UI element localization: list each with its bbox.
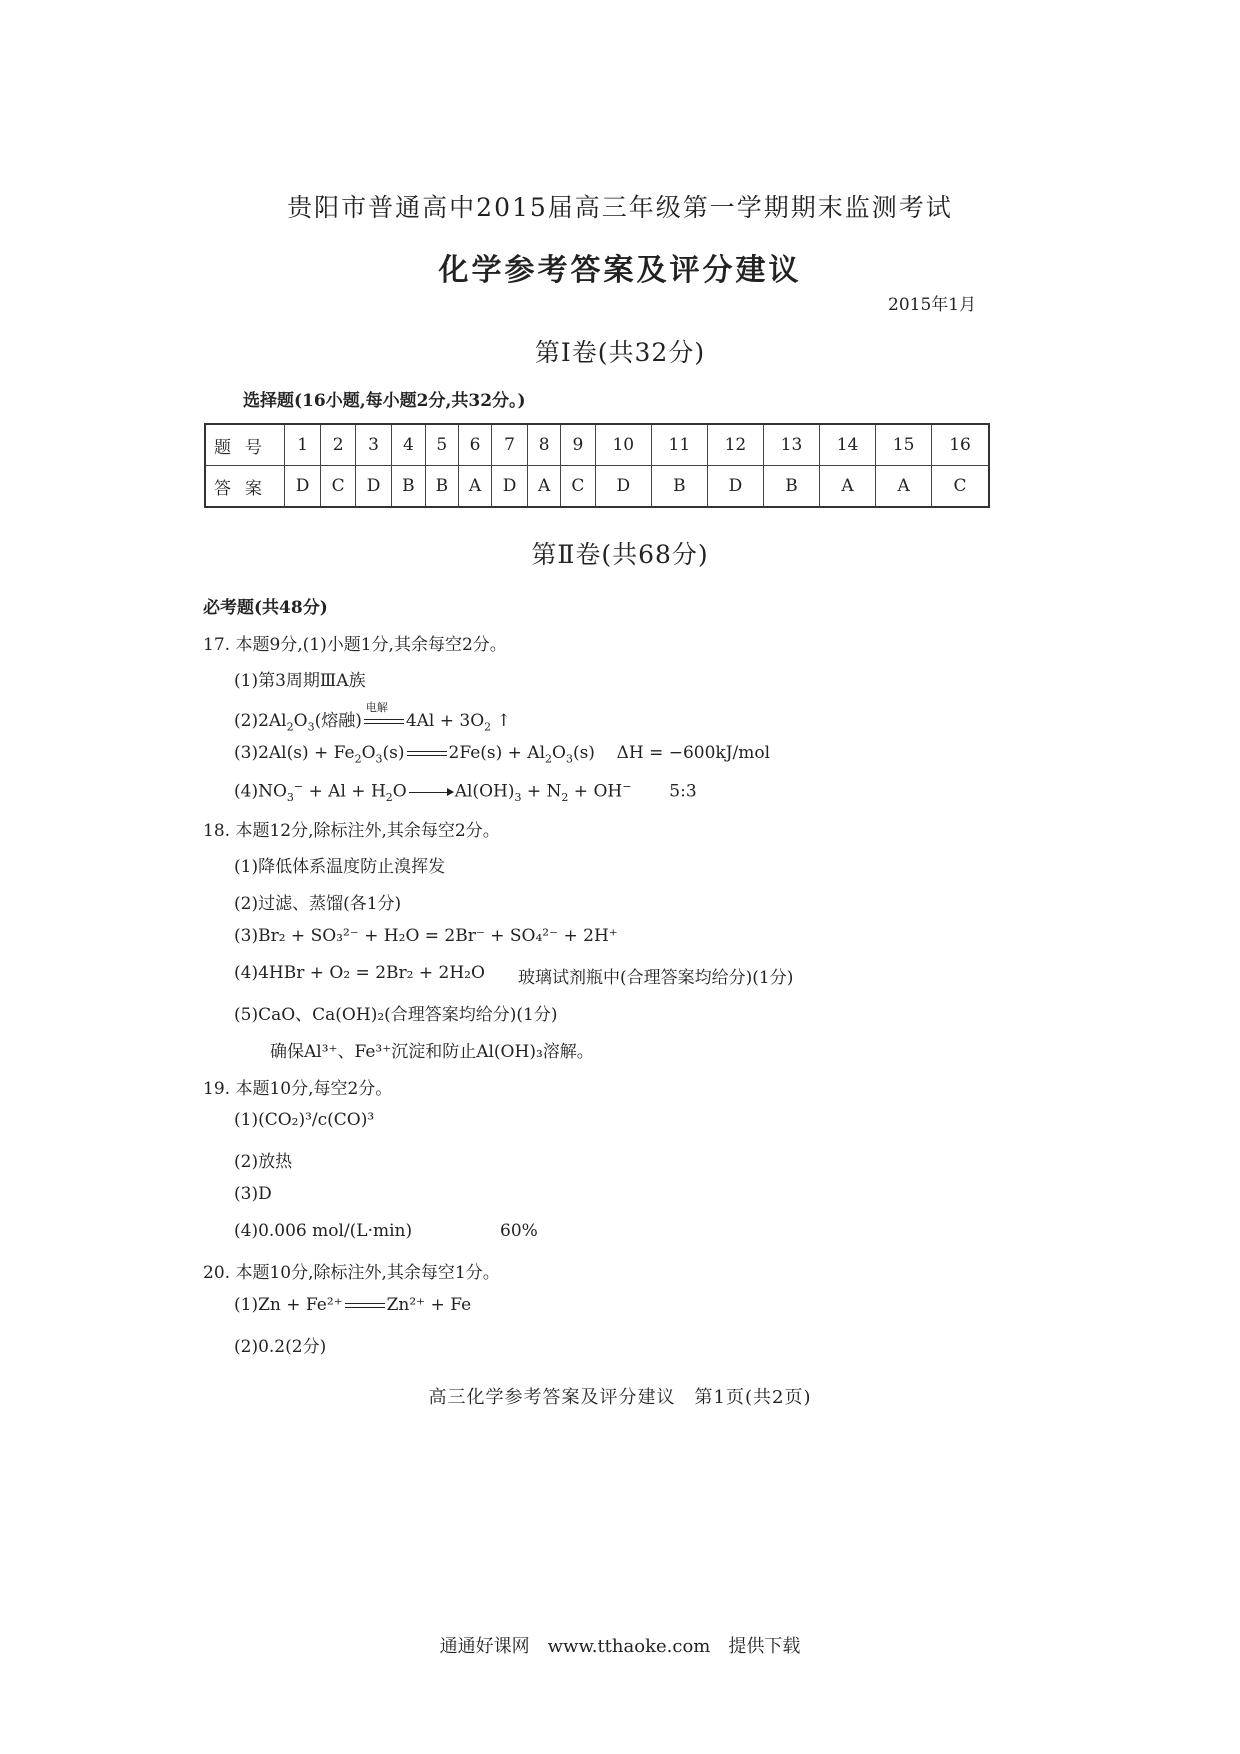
q18-answer-2: (2)过滤、蒸馏(各1分) bbox=[234, 894, 402, 914]
question-number: 14 bbox=[820, 424, 876, 466]
q18-answer-1: (1)降低体系温度防止溴挥发 bbox=[234, 857, 446, 877]
question-number: 16 bbox=[932, 424, 989, 466]
q20-a1-products: Zn²⁺ + Fe bbox=[386, 1295, 472, 1315]
answer-row-label: 答案 bbox=[205, 466, 285, 508]
equals-sign bbox=[364, 719, 404, 724]
answer-cell: C bbox=[932, 466, 989, 508]
question-number: 15 bbox=[876, 424, 932, 466]
answer-cell: A bbox=[528, 466, 561, 508]
q17-title: 17. 本题9分,(1)小题1分,其余每空2分。 bbox=[203, 635, 507, 655]
ratio-value: 5:3 bbox=[669, 781, 697, 802]
answer-cell: B bbox=[651, 466, 707, 508]
required-section-heading: 必考题(共48分) bbox=[203, 598, 328, 618]
answer-cell: B bbox=[763, 466, 819, 508]
enthalpy-value: ΔH = −600kJ/mol bbox=[616, 743, 771, 763]
answer-cell: C bbox=[321, 466, 356, 508]
q17-a2-state: (熔融) bbox=[314, 711, 362, 731]
equals-sign bbox=[407, 751, 447, 756]
answer-table-answer-row bbox=[205, 466, 989, 508]
answer-cell: C bbox=[561, 466, 596, 508]
question-number: 12 bbox=[707, 424, 763, 466]
answer-cell: D bbox=[355, 466, 391, 508]
answer-cell: A bbox=[459, 466, 492, 508]
q19-answer-4-note: 60% bbox=[500, 1221, 538, 1241]
question-number: 9 bbox=[561, 424, 596, 466]
page-footer: 高三化学参考答案及评分建议 第1页(共2页) bbox=[428, 1387, 812, 1408]
equals-sign bbox=[345, 1303, 385, 1308]
q18-answer-3: (3)Br₂ + SO₃²⁻ + H₂O = 2Br⁻ + SO₄²⁻ + 2H⁺ bbox=[234, 926, 618, 946]
q19-answer-1: (1)(CO₂)³/c(CO)³ bbox=[234, 1110, 375, 1130]
q17-a3-state-2: (s) bbox=[572, 743, 595, 763]
question-number: 1 bbox=[285, 424, 321, 466]
number-row-label: 题号 bbox=[205, 424, 285, 466]
q20-answer-2: (2)0.2(2分) bbox=[234, 1337, 327, 1357]
q19-answer-3: (3)D bbox=[234, 1184, 272, 1204]
q17-a3-state: (s) bbox=[382, 743, 405, 763]
q17-answer-3: $(3)2Al(s) + Fe_2O_3(s) 2Fe(s) + Al_2O_3(s)$ ΔH = −600kJ/mol bbox=[234, 743, 771, 766]
q17-answer-1: (1)第3周期ⅢA族 bbox=[234, 671, 366, 691]
electrolysis-label: 电解 bbox=[365, 701, 388, 714]
q17-a4-product: Al(OH) bbox=[454, 781, 515, 802]
part1-heading: 第Ⅰ卷(共32分) bbox=[534, 338, 706, 367]
question-number: 6 bbox=[459, 424, 492, 466]
question-number: 5 bbox=[425, 424, 458, 466]
question-number: 3 bbox=[355, 424, 391, 466]
answer-cell: A bbox=[820, 466, 876, 508]
multiple-choice-intro: 选择题(16小题,每小题2分,共32分。) bbox=[243, 391, 526, 411]
q19-answer-4: (4)0.006 mol/(L·min) bbox=[234, 1221, 413, 1241]
answer-cell: A bbox=[876, 466, 932, 508]
part2-heading: 第Ⅱ卷(共68分) bbox=[531, 540, 709, 569]
q19-answer-2: (2)放热 bbox=[234, 1152, 293, 1172]
q19-title: 19. 本题10分,每空2分。 bbox=[203, 1079, 393, 1099]
download-credit: 通通好课网 www.tthaoke.com 提供下载 bbox=[439, 1636, 801, 1657]
document-title: 贵阳市普通高中2015届高三年级第一学期期末监测考试 bbox=[287, 193, 953, 222]
answer-cell: B bbox=[392, 466, 425, 508]
q17-answer-4: $(4)NO_3^- + Al + H_2O$ $Al(OH)_3 + N_2 + OH^-$ 5:3 bbox=[234, 780, 697, 805]
q17-a2-text: (2)2Al bbox=[234, 711, 287, 731]
question-number: 13 bbox=[763, 424, 819, 466]
q18-answer-4: (4)4HBr + O₂ = 2Br₂ + 2H₂O bbox=[234, 963, 485, 983]
answer-cell: D bbox=[595, 466, 651, 508]
question-number: 7 bbox=[491, 424, 527, 466]
answer-cell: B bbox=[425, 466, 458, 508]
reaction-arrow bbox=[409, 792, 453, 793]
q17-a2-products: 4Al + 3O bbox=[405, 711, 485, 731]
answer-cell: D bbox=[491, 466, 527, 508]
answer-table-number-row bbox=[205, 424, 989, 466]
question-number: 10 bbox=[595, 424, 651, 466]
question-number: 2 bbox=[321, 424, 356, 466]
q18-answer-5-note: 确保Al³⁺、Fe³⁺沉淀和防止Al(OH)₃溶解。 bbox=[270, 1042, 594, 1062]
q17-a4-oh: + OH bbox=[568, 781, 623, 802]
q17-answer-2: $(2)2Al_2O_3$(熔融) 电解 $4Al + 3O_2$ ↑ bbox=[234, 701, 511, 734]
question-number: 8 bbox=[528, 424, 561, 466]
document-date: 2015年1月 bbox=[888, 295, 977, 315]
q18-title: 18. 本题12分,除标注外,其余每空2分。 bbox=[203, 821, 500, 841]
answer-table bbox=[204, 423, 990, 508]
question-number: 11 bbox=[651, 424, 707, 466]
answer-cell: D bbox=[707, 466, 763, 508]
q18-answer-4-note: 玻璃试剂瓶中(合理答案均给分)(1分) bbox=[518, 968, 794, 988]
q17-a3-products: 2Fe(s) + Al bbox=[448, 743, 546, 763]
q18-answer-5: (5)CaO、Ca(OH)₂(合理答案均给分)(1分) bbox=[234, 1005, 558, 1025]
q17-a4-mid: + Al + H bbox=[303, 781, 386, 802]
q20-answer-1 bbox=[234, 1295, 471, 1315]
q17-a4-text: (4)NO bbox=[234, 781, 287, 802]
answer-cell: D bbox=[285, 466, 321, 508]
q17-a3-text: (3)2Al(s) + Fe bbox=[234, 743, 355, 763]
question-number: 4 bbox=[392, 424, 425, 466]
q17-a4-n: + N bbox=[521, 781, 562, 802]
q20-a1-reactants: (1)Zn + Fe²⁺ bbox=[234, 1295, 343, 1315]
document-subtitle: 化学参考答案及评分建议 bbox=[438, 253, 802, 288]
q20-title: 20. 本题10分,除标注外,其余每空1分。 bbox=[203, 1263, 500, 1283]
